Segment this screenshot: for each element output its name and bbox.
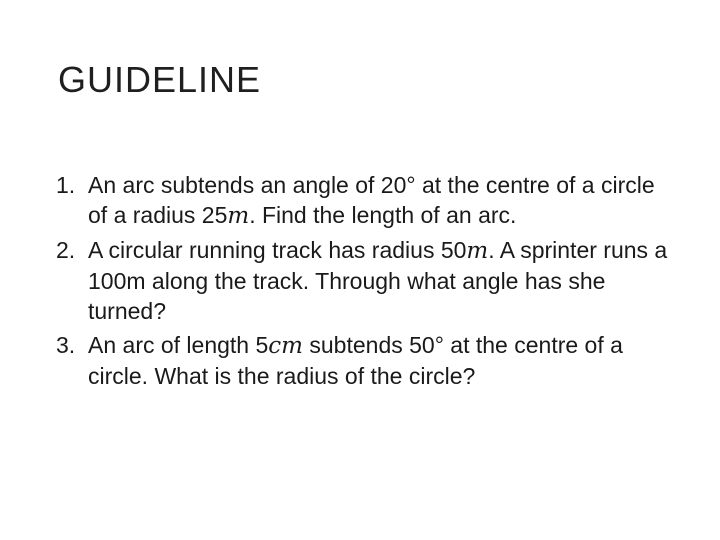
item-number: 2. bbox=[56, 237, 76, 263]
item-number: 1. bbox=[56, 172, 76, 198]
text-segment: A circular running track has radius 50 bbox=[88, 237, 467, 263]
list-item bbox=[56, 170, 676, 231]
item-number: 3. bbox=[56, 332, 76, 358]
text-segment: . Find the length of an arc. bbox=[249, 202, 517, 228]
item-text bbox=[88, 330, 676, 391]
math-unit: m bbox=[227, 203, 250, 229]
question-list bbox=[56, 170, 676, 395]
list-item bbox=[56, 330, 676, 391]
text-segment: subtends 50° at the centre of a circle. What is the radius of the circle? bbox=[88, 332, 623, 389]
item-text bbox=[88, 235, 676, 326]
item-text bbox=[88, 170, 676, 231]
slide-title: GUIDELINE bbox=[58, 59, 262, 100]
text-segment: An arc of length 5 bbox=[88, 332, 269, 358]
math-unit: cm bbox=[268, 333, 303, 359]
math-unit: m bbox=[466, 238, 489, 264]
list-item bbox=[56, 235, 676, 326]
text-segment: . A sprinter runs a 100m along the track. Through what angle has she turned? bbox=[88, 237, 668, 324]
text-segment: An arc subtends an angle of 20° at the centre of a circle of a radius 25 bbox=[88, 172, 655, 228]
